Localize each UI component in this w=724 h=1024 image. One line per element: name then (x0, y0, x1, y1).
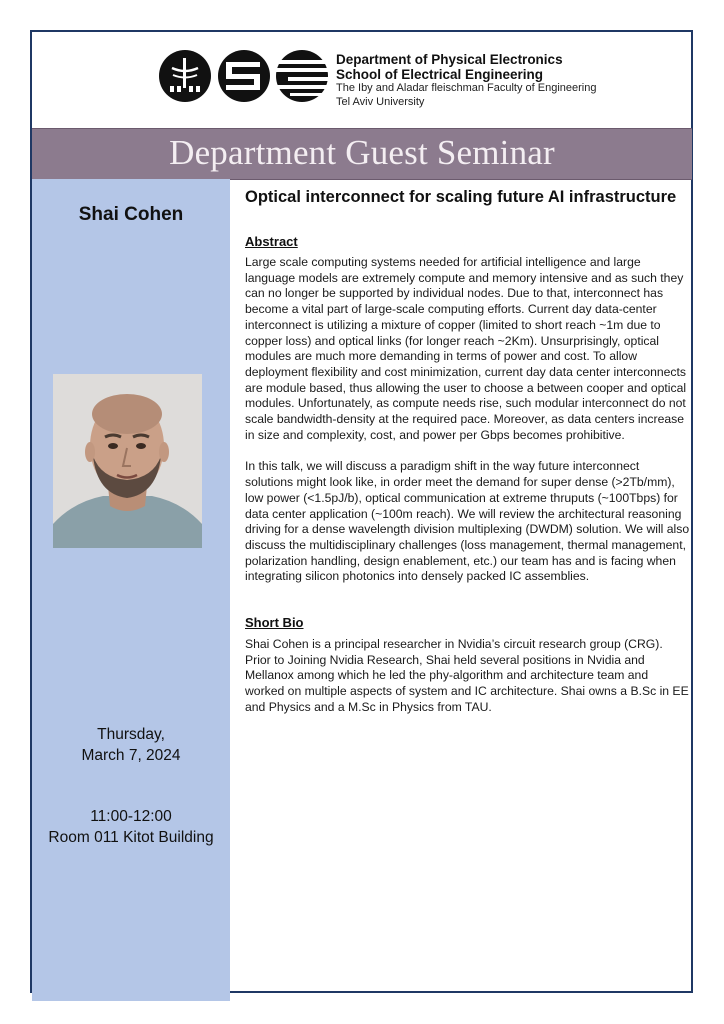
seminar-date (32, 724, 230, 766)
talk-title: Optical interconnect for scaling future AI infrastructure (245, 188, 677, 206)
bio-heading: Short Bio (245, 615, 304, 631)
banner-title: Department Guest Seminar (169, 133, 555, 172)
seminar-time-location (32, 806, 230, 848)
department-emblem-icon (276, 50, 328, 102)
seminar-banner (32, 128, 692, 180)
abstract-paragraph-1: Large scale computing systems needed for artificial intelligence and large language models are extremely compute and memory intensive and as such they can no longer be supported by individual nodes. Due to that, interconnect has become a vital part of large-scale computing efforts. Current day data-center interconnect is utilizing a mixture of copper (limited to short reach ~1m due to copper loss) and optical links (for longer reach ~2Km). Unsurprisingly, optical modules are much more demanding in terms of power and cost. To allow deployment flexibility and cost minimization, current day data center interconnects are module based, thus allowing the user to choose a between cooper and optical modules. Unfortunately, as compute needs rise, such modular interconnect do not scale bandwidth-density at the required pace. Moreover, as data centers increase in size and complexity, cost, and power per Gbps becomes prohibitive. (245, 255, 687, 442)
tel-aviv-university-logo-icon (159, 50, 211, 102)
abstract-heading: Abstract (245, 234, 298, 249)
seminar-time: 11:00-12:00 (90, 808, 172, 825)
speaker-photo (53, 374, 202, 548)
department-name: Department of Physical Electronics (336, 52, 563, 67)
speaker-name: Shai Cohen (78, 204, 184, 225)
bio-paragraph: Shai Cohen is a principal researcher in Nvidia’s circuit research group (CRG). Prior to Joining Nvidia Research, Shai held several positions in Nvidia and Mellanox among which he led the phy-algorithm and architecture team and worked on multiple aspects of system and IC architecture. Shai owns a B.Sc in EE and Physics and a M.Sc in Physics from TAU. (245, 637, 689, 714)
institution-header (336, 52, 676, 109)
seminar-room: Room 011 Kitot Building (48, 829, 214, 846)
abstract-paragraph-2: In this talk, we will discuss a paradigm shift in the way future interconnect solutions might look like, in order meet the demand for super dense (>2Tb/mm), low power (<1.5pJ/b), optical communication at extreme thruputs (~100Tbps) for data center application (~100m reach). We will review the architectural reasoning driving for a dense wavelength division multiplexing (DWDM) solution. We will also discuss the multidisciplinary challenges (loss management, thermal management, polarization handling, design enablement, etc.) our team has and is facing when integrating silicon photonics into densely packed IC assemblies. (245, 459, 690, 584)
seminar-day: March 7, 2024 (81, 747, 181, 764)
speaker-sidebar (32, 179, 230, 1001)
logo-group (158, 48, 328, 104)
school-emblem-icon (218, 50, 270, 102)
talk-content (245, 186, 690, 716)
faculty-name: The Iby and Aladar fleischman Faculty of Engineering (336, 82, 597, 94)
seminar-weekday: Thursday, (97, 726, 165, 743)
university-name: Tel Aviv University (336, 95, 425, 108)
school-name: School of Electrical Engineering (336, 67, 544, 82)
